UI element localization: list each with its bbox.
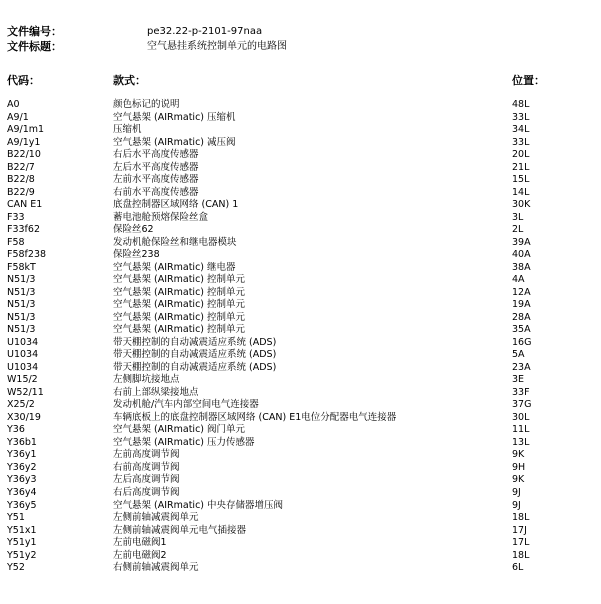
row-description: 压缩机 <box>113 124 142 136</box>
row-description: 左侧前轴减震阀单元电气插接器 <box>113 524 247 536</box>
table-row <box>0 249 601 262</box>
table-row <box>0 312 601 325</box>
row-code: F33 <box>7 211 25 223</box>
row-description: 右后高度调节阀 <box>113 486 180 498</box>
row-position: 33L <box>512 136 530 148</box>
row-position: 18L <box>512 549 530 561</box>
table-row <box>0 124 601 137</box>
row-position: 9J <box>512 486 521 498</box>
row-code: B22/8 <box>7 174 35 186</box>
file-number-value: pe32.22-p-2101-97naa <box>147 26 263 37</box>
table-row <box>0 462 601 475</box>
row-description: 左前水平高度传感器 <box>113 174 199 186</box>
row-description: 左侧脚坑接地点 <box>113 374 180 386</box>
row-code: Y51y1 <box>7 537 37 549</box>
row-position: 15L <box>512 174 530 186</box>
table-row <box>0 362 601 375</box>
row-position: 40A <box>512 249 531 261</box>
row-description: 左前电磁阀2 <box>113 549 167 561</box>
table-row <box>0 287 601 300</box>
row-code: A9/1y1 <box>7 136 41 148</box>
row-position: 30L <box>512 411 530 423</box>
row-description: 带天棚控制的自动减震适应系统 (ADS) <box>113 336 277 348</box>
row-position: 34L <box>512 124 530 136</box>
table-row <box>0 349 601 362</box>
row-code: W52/11 <box>7 386 44 398</box>
file-title-value: 空气悬挂系统控制单元的电路图 <box>147 41 287 52</box>
row-code: F58kT <box>7 261 36 273</box>
row-code: X30/19 <box>7 411 41 423</box>
table-row <box>0 324 601 337</box>
table-row <box>0 212 601 225</box>
row-position: 33L <box>512 111 530 123</box>
row-position: 6L <box>512 562 524 574</box>
table-row <box>0 424 601 437</box>
table-row <box>0 474 601 487</box>
row-code: U1034 <box>7 349 39 361</box>
row-description: 保险丝62 <box>113 224 154 236</box>
table-row <box>0 187 601 200</box>
row-description: 空气悬架 (AIRmatic) 压力传感器 <box>113 436 255 448</box>
row-position: 14L <box>512 186 530 198</box>
row-description: 右前上部纵梁接地点 <box>113 386 199 398</box>
row-position: 30K <box>512 199 531 211</box>
row-code: CAN E1 <box>7 199 43 211</box>
row-position: 21L <box>512 161 530 173</box>
row-code: Y36y4 <box>7 486 37 498</box>
table-row <box>0 387 601 400</box>
row-code: Y51y2 <box>7 549 37 561</box>
row-description: 空气悬架 (AIRmatic) 控制单元 <box>113 299 246 311</box>
table-row <box>0 512 601 525</box>
table-row <box>0 149 601 162</box>
table-row <box>0 99 601 112</box>
row-description: 空气悬架 (AIRmatic) 减压阀 <box>113 136 236 148</box>
table-row <box>0 262 601 275</box>
row-description: 空气悬架 (AIRmatic) 控制单元 <box>113 311 246 323</box>
row-description: 左前高度调节阀 <box>113 449 180 461</box>
row-code: A9/1 <box>7 111 29 123</box>
table-row <box>0 137 601 150</box>
table-row <box>0 374 601 387</box>
file-title-row <box>7 40 287 54</box>
row-code: N51/3 <box>7 311 36 323</box>
row-code: Y51x1 <box>7 524 37 536</box>
row-description: 底盘控制器区域网络 (CAN) 1 <box>113 199 239 211</box>
table-row <box>0 487 601 500</box>
row-description: 右后水平高度传感器 <box>113 149 199 161</box>
row-description: 左侧前轴减震阀单元 <box>113 512 199 524</box>
row-description: 发动机舱保险丝和继电器模块 <box>113 236 237 248</box>
row-position: 13L <box>512 436 530 448</box>
table-row <box>0 174 601 187</box>
row-position: 20L <box>512 149 530 161</box>
table-row <box>0 237 601 250</box>
row-position: 5A <box>512 349 525 361</box>
table-row <box>0 199 601 212</box>
table-row <box>0 500 601 513</box>
row-description: 车辆底板上的底盘控制器区域网络 (CAN) E1电位分配器电气连接器 <box>113 411 397 423</box>
row-code: Y36 <box>7 424 25 436</box>
row-code: B22/10 <box>7 149 41 161</box>
row-position: 3E <box>512 374 525 386</box>
row-description: 空气悬架 (AIRmatic) 控制单元 <box>113 286 246 298</box>
row-description: 左后高度调节阀 <box>113 474 180 486</box>
row-code: Y52 <box>7 562 25 574</box>
row-position: 12A <box>512 286 531 298</box>
row-description: 带天棚控制的自动减震适应系统 (ADS) <box>113 349 277 361</box>
row-code: Y51 <box>7 512 25 524</box>
row-description: 右前水平高度传感器 <box>113 186 199 198</box>
row-code: N51/3 <box>7 324 36 336</box>
row-position: 17J <box>512 524 527 536</box>
row-position: 37G <box>512 399 532 411</box>
row-description: 带天棚控制的自动减震适应系统 (ADS) <box>113 361 277 373</box>
row-description: 蓄电池舱预熔保险丝盒 <box>113 211 209 223</box>
row-code: U1034 <box>7 361 39 373</box>
table-row <box>0 274 601 287</box>
row-position: 9K <box>512 449 525 461</box>
row-position: 28A <box>512 311 531 323</box>
row-position: 38A <box>512 261 531 273</box>
row-position: 19A <box>512 299 531 311</box>
table-row <box>0 112 601 125</box>
header-code: 代码： <box>7 74 40 87</box>
row-description: 右侧前轴减震阀单元 <box>113 562 199 574</box>
table-row <box>0 162 601 175</box>
row-code: Y36y1 <box>7 449 37 461</box>
table-row <box>0 550 601 563</box>
row-position: 9K <box>512 474 525 486</box>
row-code: W15/2 <box>7 374 38 386</box>
row-code: Y36b1 <box>7 436 37 448</box>
table-row <box>0 224 601 237</box>
header-description: 款式： <box>113 74 146 87</box>
row-description: 颜色标记的说明 <box>113 99 180 110</box>
row-description: 空气悬架 (AIRmatic) 控制单元 <box>113 324 246 336</box>
file-number-row <box>7 25 263 39</box>
row-code: B22/9 <box>7 186 35 198</box>
component-table <box>0 99 601 575</box>
row-code: N51/3 <box>7 286 36 298</box>
file-number-label: 文件编号： <box>7 25 62 38</box>
row-description: 空气悬架 (AIRmatic) 继电器 <box>113 261 236 273</box>
row-code: N51/3 <box>7 274 36 286</box>
row-description: 保险丝238 <box>113 249 160 261</box>
row-description: 右前高度调节阀 <box>113 461 180 473</box>
table-row <box>0 399 601 412</box>
row-position: 11L <box>512 424 530 436</box>
row-code: N51/3 <box>7 299 36 311</box>
row-description: 左前电磁阀1 <box>113 537 167 549</box>
row-description: 发动机舱/汽车内部空间电气连接器 <box>113 399 259 411</box>
row-position: 48L <box>512 99 530 110</box>
row-code: A0 <box>7 99 20 110</box>
row-description: 空气悬架 (AIRmatic) 控制单元 <box>113 274 246 286</box>
row-position: 2L <box>512 224 524 236</box>
table-row <box>0 449 601 462</box>
row-position: 18L <box>512 512 530 524</box>
table-row <box>0 437 601 450</box>
row-description: 左后水平高度传感器 <box>113 161 199 173</box>
row-position: 9H <box>512 461 526 473</box>
row-position: 39A <box>512 236 531 248</box>
table-row <box>0 562 601 575</box>
row-position: 35A <box>512 324 531 336</box>
row-position: 4A <box>512 274 525 286</box>
row-description: 空气悬架 (AIRmatic) 中央存储器增压阀 <box>113 499 284 511</box>
row-code: F58 <box>7 236 25 248</box>
row-description: 空气悬架 (AIRmatic) 压缩机 <box>113 111 236 123</box>
row-position: 3L <box>512 211 524 223</box>
row-code: B22/7 <box>7 161 35 173</box>
row-code: Y36y3 <box>7 474 37 486</box>
row-code: X25/2 <box>7 399 35 411</box>
table-row <box>0 412 601 425</box>
table-row <box>0 537 601 550</box>
table-row <box>0 337 601 350</box>
row-code: F33f62 <box>7 224 40 236</box>
row-position: 16G <box>512 336 532 348</box>
row-position: 9J <box>512 499 521 511</box>
row-code: U1034 <box>7 336 39 348</box>
row-description: 空气悬架 (AIRmatic) 阀门单元 <box>113 424 246 436</box>
row-code: F58f238 <box>7 249 47 261</box>
row-code: A9/1m1 <box>7 124 45 136</box>
row-code: Y36y5 <box>7 499 37 511</box>
table-row <box>0 299 601 312</box>
file-title-label: 文件标题： <box>7 40 62 53</box>
table-row <box>0 525 601 538</box>
row-position: 17L <box>512 537 530 549</box>
row-code: Y36y2 <box>7 461 37 473</box>
row-position: 23A <box>512 361 531 373</box>
header-position: 位置： <box>512 74 545 87</box>
row-position: 33F <box>512 386 530 398</box>
